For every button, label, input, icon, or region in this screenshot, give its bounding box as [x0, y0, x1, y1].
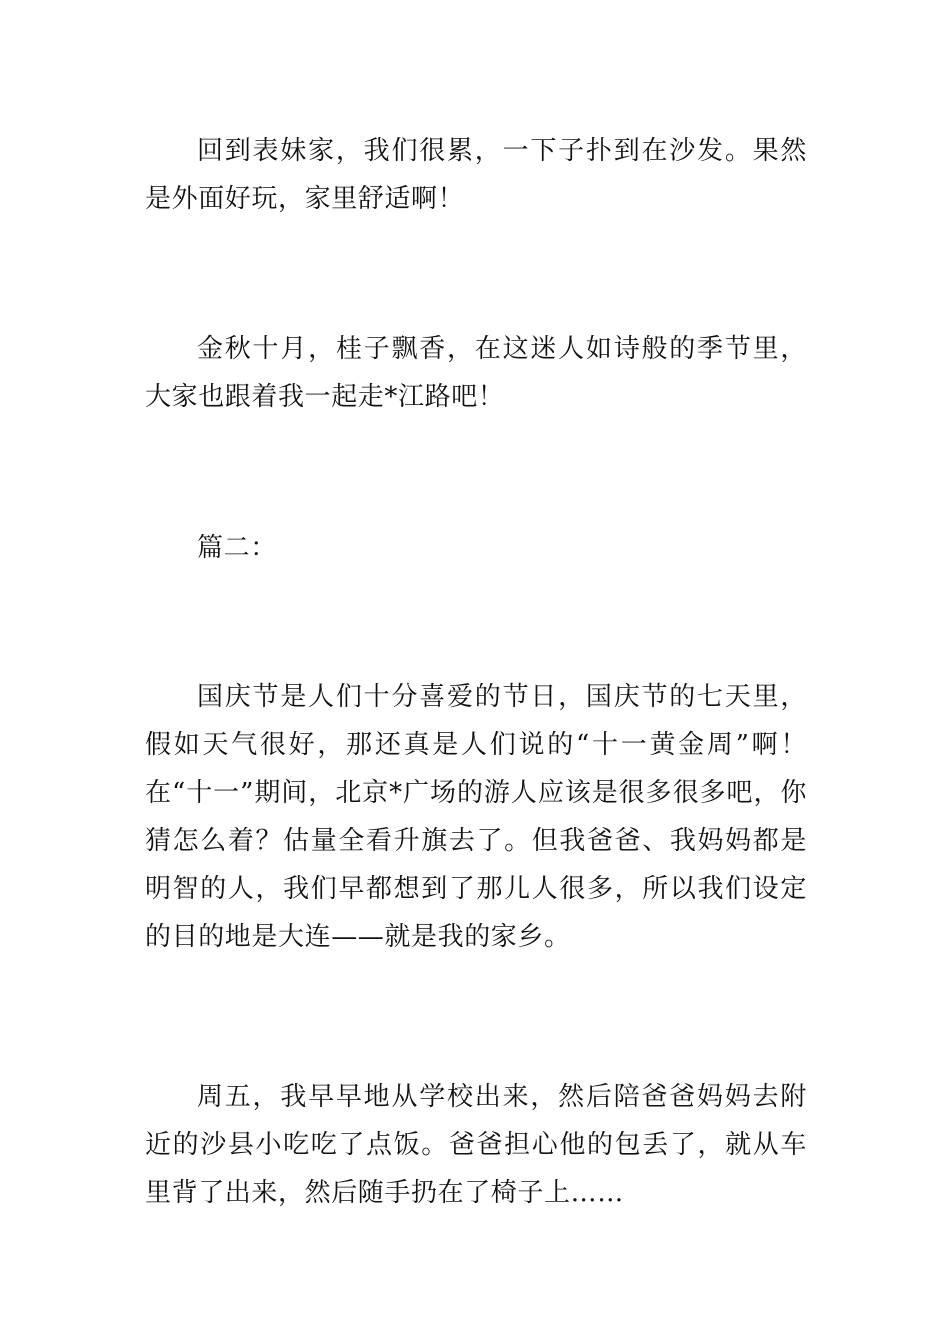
section-heading: 篇二：: [197, 533, 277, 563]
paragraph-national-day: 国庆节是人们十分喜爱的节日，国庆节的七天里，假如天气很好，那还真是人们说的“十一黄金周”啊！在“十一”期间，北京*广场的游人应该是很多很多吧，你猜怎么着？估量全看升旗去了。但我爸爸、我妈妈都是明智的人，我们早都想到了那儿人很多，所以我们设定的目的地是大连——就是我的家乡。: [145, 682, 807, 952]
paragraph-friday: 周五，我早早地从学校出来，然后陪爸爸妈妈去附近的沙县小吃吃了点饭。爸爸担心他的包丢了，就从车里背了出来，然后随手扔在了椅子上……: [145, 1082, 807, 1208]
paragraph-golden-autumn: 金秋十月，桂子飘香，在这迷人如诗般的季节里，大家也跟着我一起走*江路吧！: [145, 334, 807, 412]
paragraph-arrive-home: 回到表妹家，我们很累，一下子扑到在沙发。果然是外面好玩，家里舒适啊！: [145, 136, 807, 214]
